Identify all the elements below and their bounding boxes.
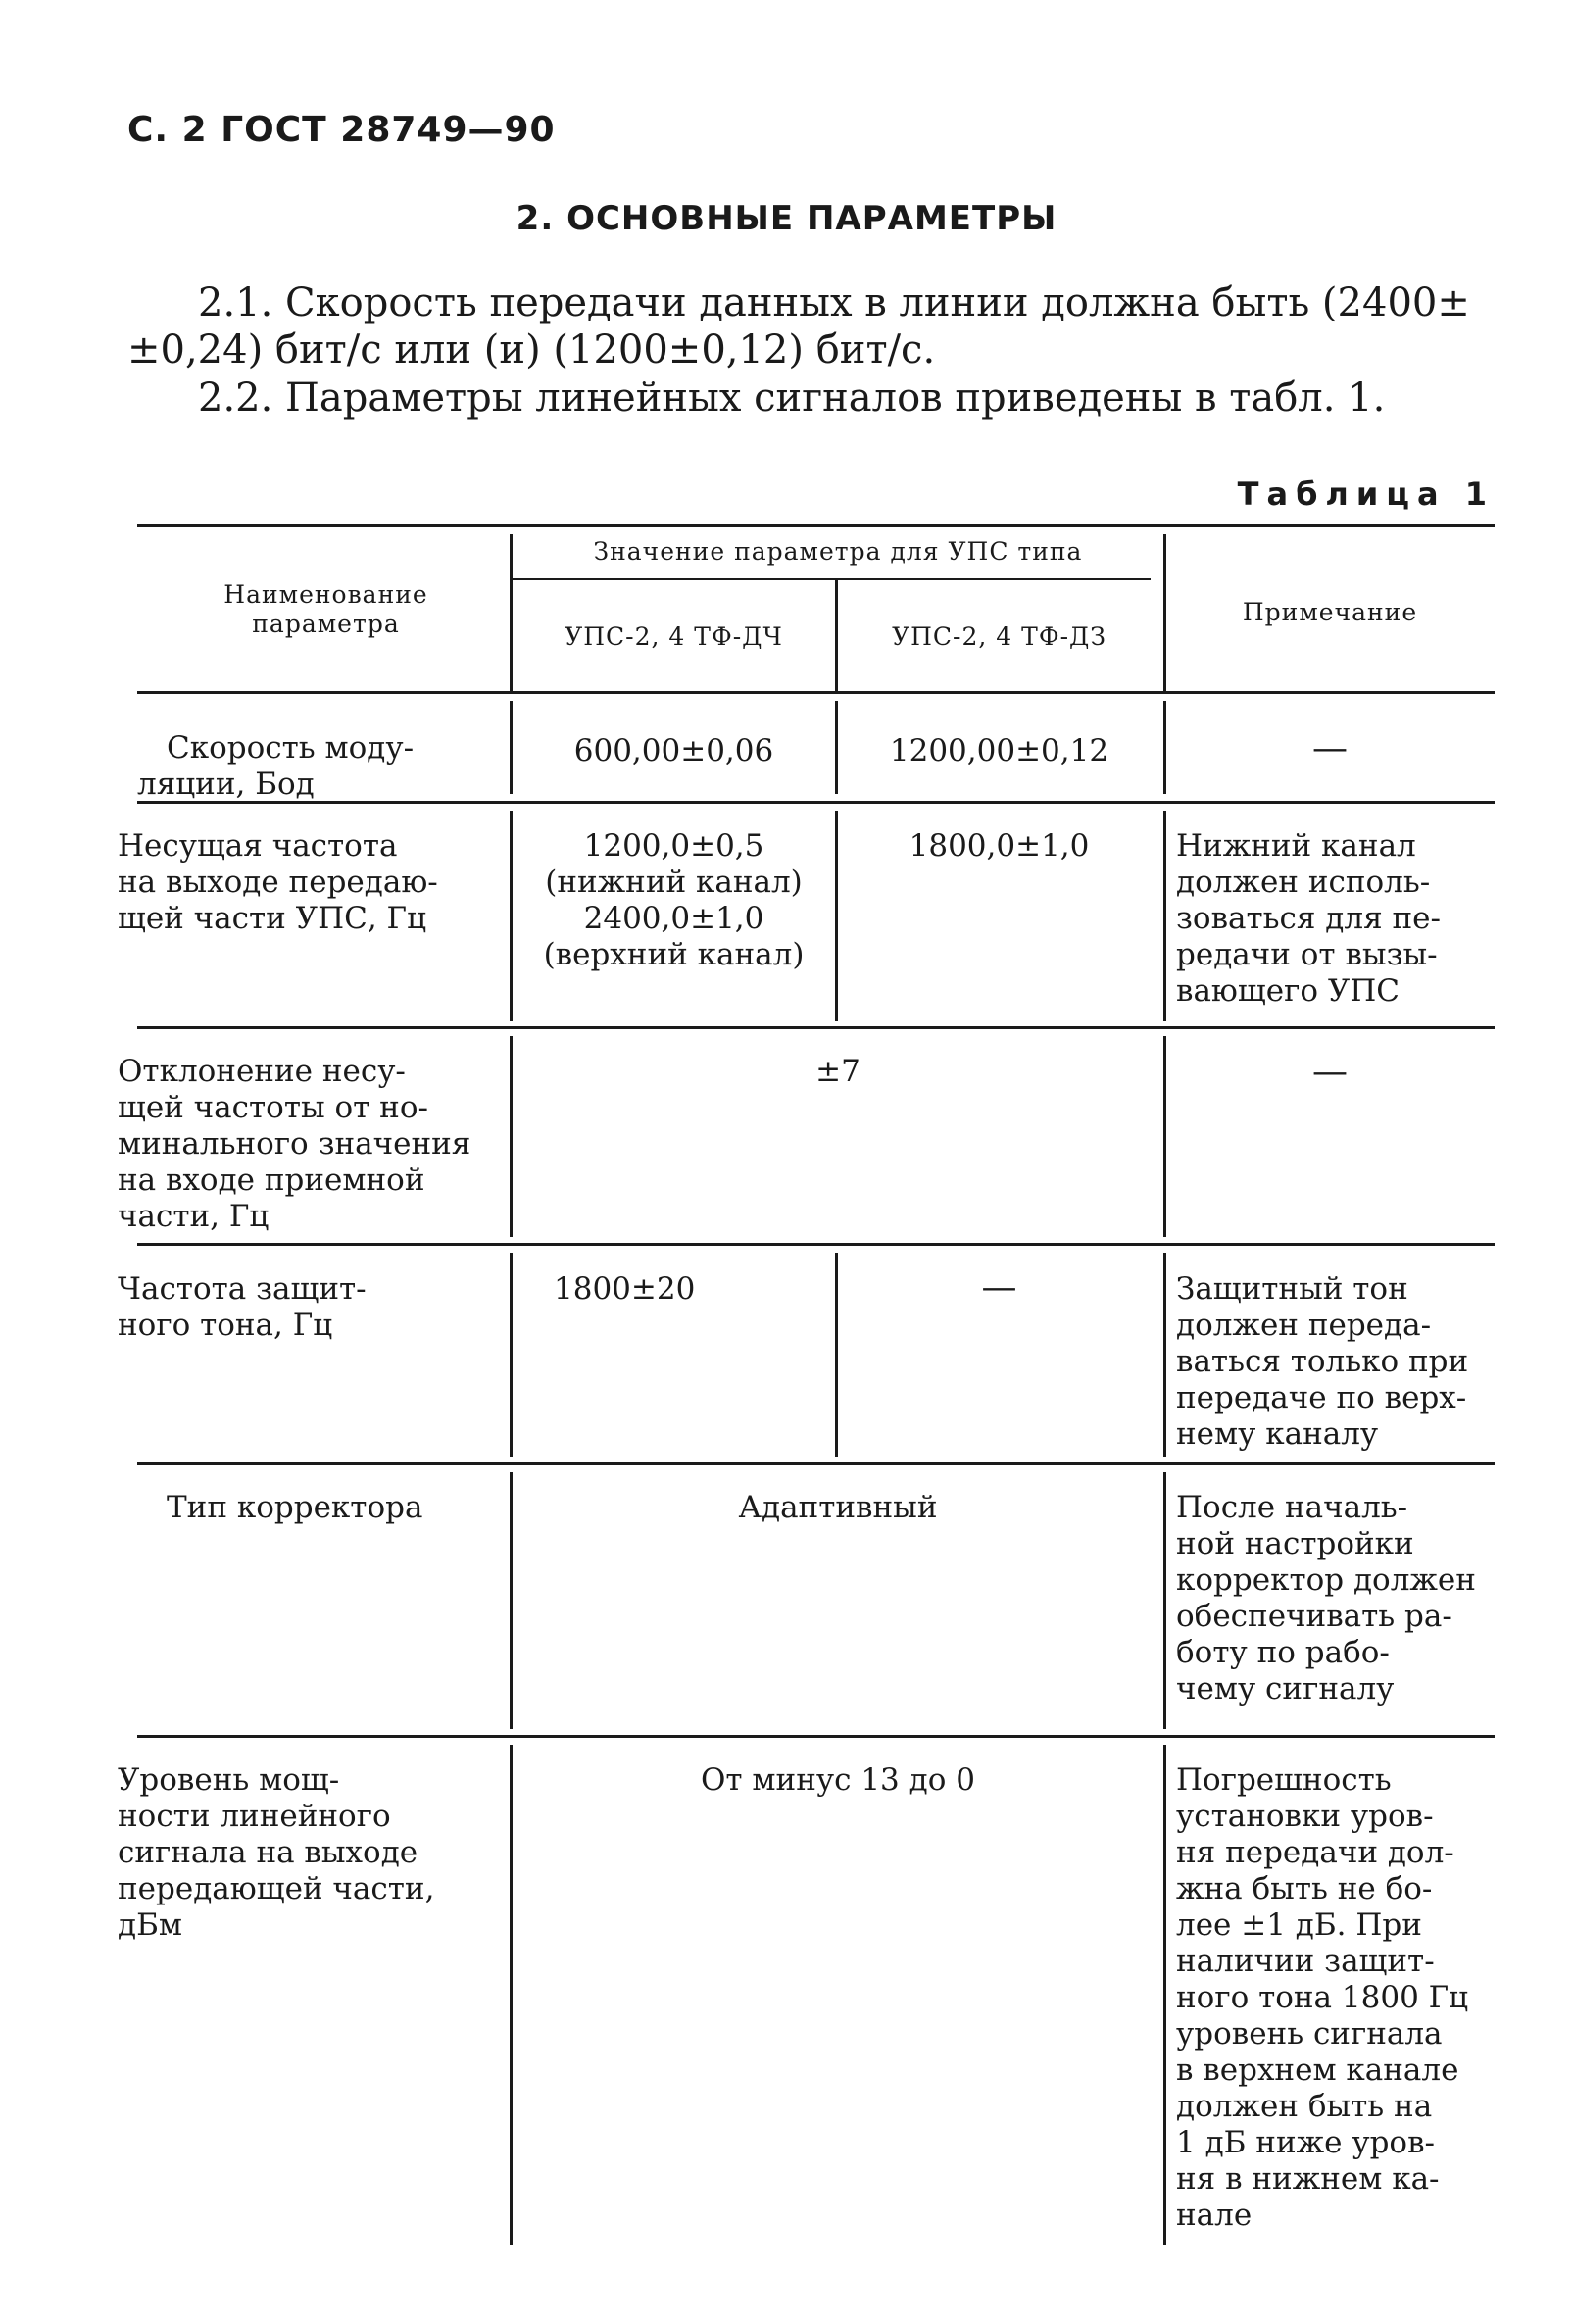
row-rule-4 <box>137 1462 1495 1465</box>
row-rule-5 <box>137 1735 1495 1738</box>
vline-r6-c <box>1163 1745 1166 2245</box>
row-2-name: Несущая частота на выходе передаю- щей части УПС, Гц <box>118 828 438 936</box>
row-1-value-a: 600,00±0,06 <box>573 733 774 768</box>
vline-r4-a <box>510 1253 513 1457</box>
vline-r3-c <box>1163 1036 1166 1237</box>
row-5-value-ab: Адаптивный <box>738 1490 938 1525</box>
row-1-note: — <box>1312 728 1348 768</box>
row-6-value-ab: От минус 13 до 0 <box>701 1762 975 1798</box>
row-2-value-b: 1800,0±1,0 <box>909 828 1090 864</box>
row-4-name: Частота защит- ного тона, Гц <box>118 1271 367 1343</box>
header-bottom-rule <box>137 691 1495 694</box>
vline-r5-c <box>1163 1472 1166 1729</box>
row-1-name: Скорость моду- ляции, Бод <box>137 730 415 802</box>
vline-note-header <box>1163 534 1166 691</box>
vline-name-header <box>510 534 513 691</box>
row-3-note: — <box>1312 1052 1348 1092</box>
section-title: 2. ОСНОВНЫЕ ПАРАМЕТРЫ <box>516 199 1057 238</box>
header-group-rule <box>512 578 1151 580</box>
row-1-value-b: 1200,00±0,12 <box>889 733 1109 768</box>
vline-r1-a <box>510 701 513 794</box>
row-rule-2 <box>137 1026 1495 1029</box>
row-rule-3 <box>137 1243 1495 1246</box>
paragraph-2-2: 2.2. Параметры линейных сигналов приведены в табл. 1. <box>198 375 1386 420</box>
row-6-note: Погрешность установки уров- ня передачи дол- жна быть не бо- лее ±1 дБ. При наличии защит- ного тона 1800 Гц уровень сигнала в верхнем канале должен быть на 1 дБ ниже уров- ня в нижнем ка- нале <box>1176 1762 1469 2233</box>
paragraph-2-1-line-2: ±0,24) бит/с или (и) (1200±0,12) бит/с. <box>127 327 936 372</box>
header-name: Наименование параметра <box>223 580 428 638</box>
paragraph-2-1 <box>127 279 1495 373</box>
table-top-rule <box>137 524 1495 527</box>
header-value-group: Значение параметра для УПС типа <box>593 537 1083 566</box>
row-5-note: После началь- ной настройки корректор должен обеспечивать ра- боту по рабо- чему сигналу <box>1176 1490 1476 1706</box>
vline-r2-c <box>1163 811 1166 1021</box>
row-4-value-b: — <box>981 1267 1017 1308</box>
table-caption: Таблица 1 <box>1237 475 1495 513</box>
vline-r2-a <box>510 811 513 1021</box>
paragraph-2-1-line-1: 2.1. Скорость передачи данных в линии должна быть (2400± <box>198 280 1470 325</box>
header-col-b: УПС-2, 4 ТФ-ДЗ <box>892 622 1106 651</box>
row-6-name: Уровень мощ- ности линейного сигнала на выходе передающей части, дБм <box>118 1762 435 1943</box>
vline-r2-b <box>835 811 838 1021</box>
vline-r5-a <box>510 1472 513 1729</box>
vline-r4-c <box>1163 1253 1166 1457</box>
header-note: Примечание <box>1242 598 1418 626</box>
row-2-note: Нижний канал должен исполь- зоваться для пе- редачи от вызы- вающего УПС <box>1176 828 1441 1009</box>
vline-r3-a <box>510 1036 513 1237</box>
header-col-a: УПС-2, 4 ТФ-ДЧ <box>565 622 783 651</box>
row-5-name: Тип корректора <box>167 1490 423 1525</box>
running-head: С. 2 ГОСТ 28749—90 <box>127 110 556 150</box>
vline-r6-a <box>510 1745 513 2245</box>
vline-r1-b <box>835 701 838 794</box>
vline-ab-header <box>835 580 838 691</box>
vline-r4-b <box>835 1253 838 1457</box>
row-4-value-a: 1800±20 <box>554 1271 696 1307</box>
row-3-name: Отклонение несу- щей частоты от но- минального значения на входе приемной части, Гц <box>118 1054 471 1234</box>
vline-r1-c <box>1163 701 1166 794</box>
row-4-note: Защитный тон должен переда- ваться только при передаче по верх- нему каналу <box>1176 1271 1469 1452</box>
row-3-value-ab: ±7 <box>815 1054 860 1089</box>
row-2-value-a: 1200,0±0,5 (нижний канал) 2400,0±1,0 (верхний канал) <box>543 828 805 972</box>
